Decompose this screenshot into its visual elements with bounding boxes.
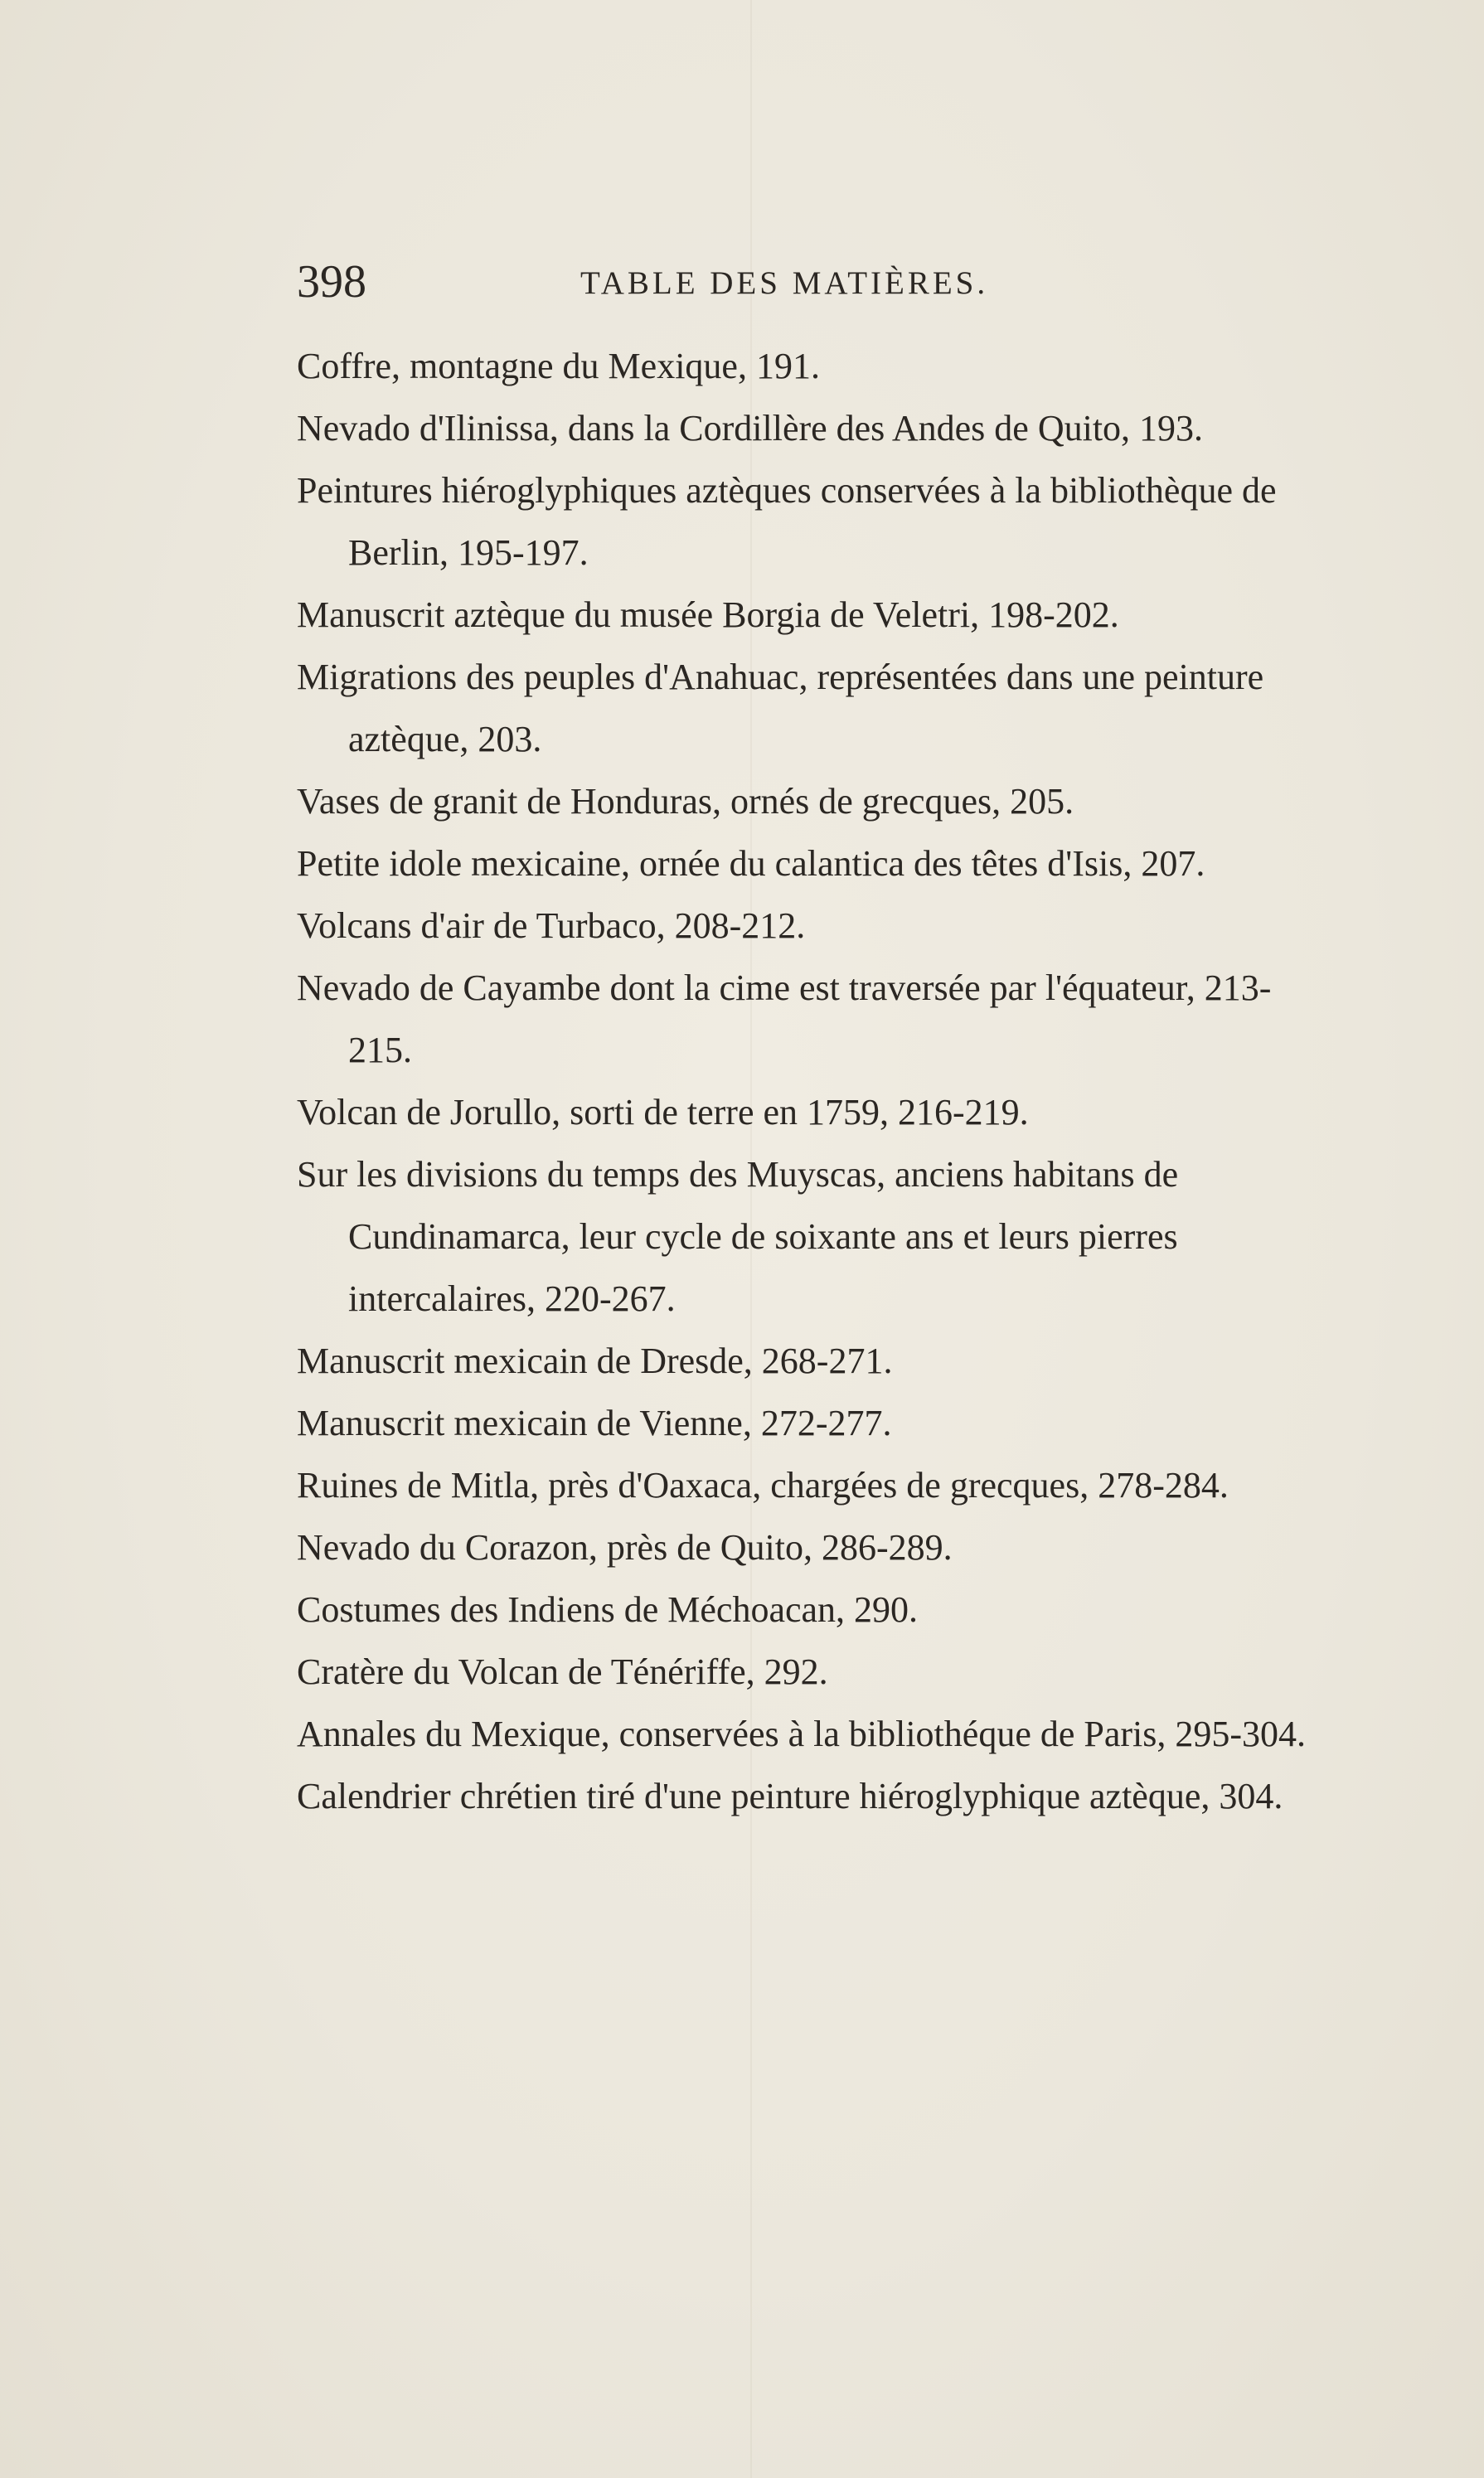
toc-entry: Calendrier chrétien tiré d'une peinture hiéroglyphique aztèque, 304. [297,1776,1283,1816]
toc-entry: Vases de granit de Honduras, ornés de grecques, 205. [297,781,1074,822]
toc-entry: Nevado d'Ilinissa, dans la Cordillère des Andes de Quito, 193. [297,408,1204,449]
toc-entry: Annales du Mexique, conservées à la bibliothéque de Paris, 295-304. [297,1714,1307,1754]
toc-entry: Manuscrit aztèque du musée Borgia de Veletri, 198-202. [297,594,1119,635]
page-header [297,249,1333,315]
toc-entry: Ruines de Mitla, près d'Oaxaca, chargées de grecques, 278-284. [297,1465,1229,1506]
toc-entry: Migrations des peuples d'Anahuac, représentées dans une peinture aztèque, 203. [297,657,1264,759]
running-title: TABLE DES MATIÈRES. [580,265,989,301]
toc-entry: Volcan de Jorullo, sorti de terre en 1759, 216-219. [297,1092,1029,1132]
toc-entry: Coffre, montagne du Mexique, 191. [297,346,820,386]
toc-entry: Manuscrit mexicain de Vienne, 272-277. [297,1403,892,1443]
page-number: 398 [297,256,366,308]
toc-entry: Manuscrit mexicain de Dresde, 268-271. [297,1341,893,1381]
toc-entry: Petite idole mexicaine, ornée du calantica des têtes d'Isis, 207. [297,843,1205,884]
toc-entry: Volcans d'air de Turbaco, 208-212. [297,905,806,946]
toc-entry: Nevado du Corazon, près de Quito, 286-289. [297,1527,953,1568]
toc-entry: Costumes des Indiens de Méchoacan, 290. [297,1589,919,1630]
toc-entry: Nevado de Cayambe dont la cime est traversée par l'équateur, 213-215. [297,967,1272,1070]
toc-entry: Cratère du Volcan de Ténériffe, 292. [297,1651,828,1692]
toc-entry: Peintures hiéroglyphiques aztèques conservées à la bibliothèque de Berlin, 195-197. [297,470,1277,573]
table-of-contents [297,335,1333,1827]
toc-entry: Sur les divisions du temps des Muyscas, anciens habitans de Cundinamarca, leur cycle de soixante ans et leurs pierres intercalaires, 220-267. [297,1154,1179,1319]
